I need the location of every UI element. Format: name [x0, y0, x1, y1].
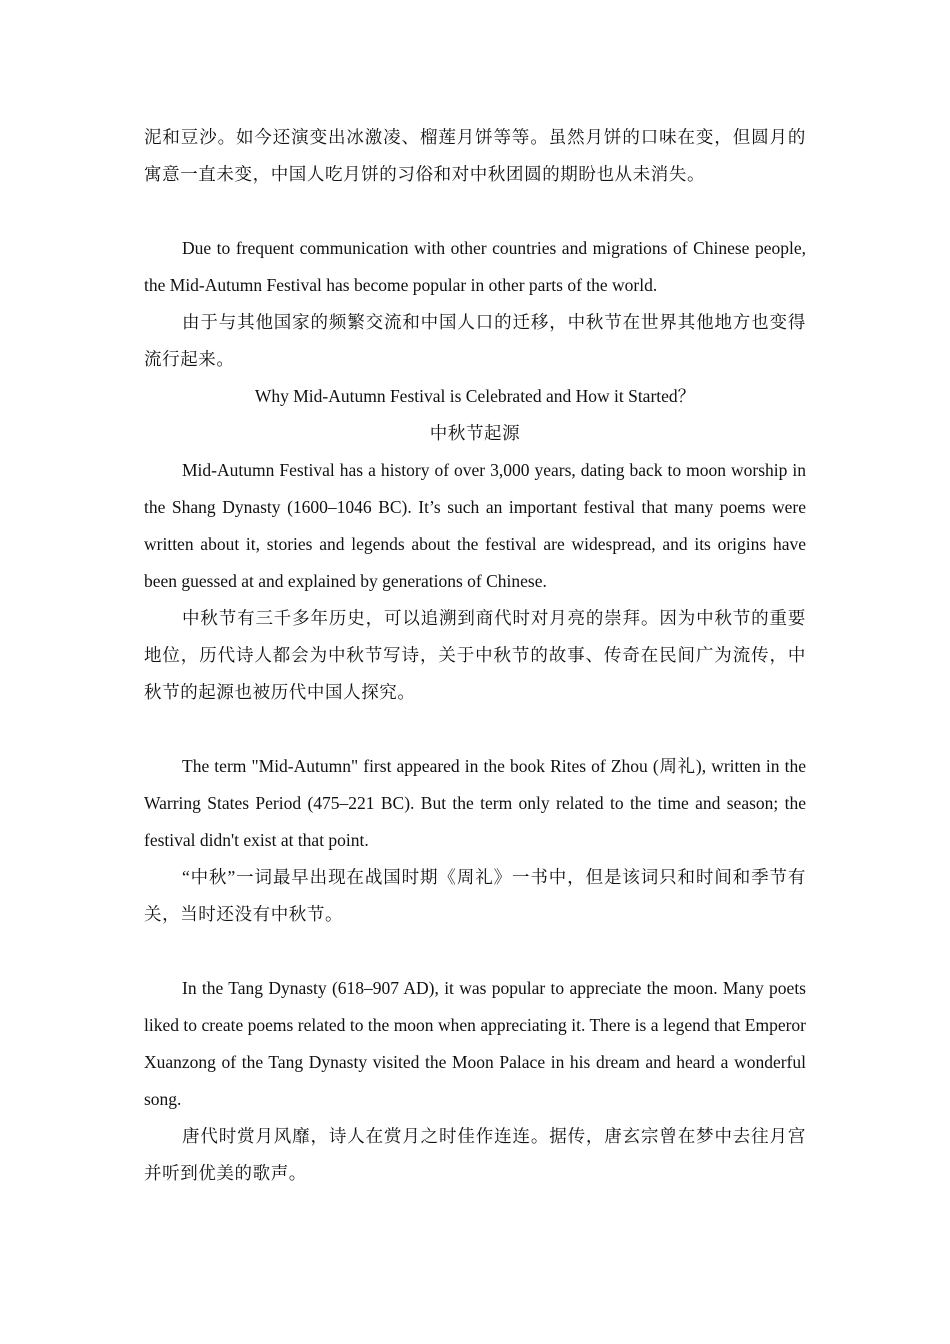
- paragraph-history-en: Mid-Autumn Festival has a history of over 3,000 years, dating back to moon worship in the Shang Dynasty (1600–1046 BC). It’s such an important festival that many poems were written about it, stories and legends about the festival are widespread, and its origins have been guessed at and explained by generations of Chinese.: [144, 460, 806, 591]
- paragraph-tang-dynasty-en: In the Tang Dynasty (618–907 AD), it was popular to appreciate the moon. Many poets liked to create poems related to the moon when appreciating it. There is a legend that Emperor Xuanzong of the Tang Dynasty visited the Moon Palace in his dream and heard a wonderful song.: [144, 978, 806, 1109]
- document-page: [144, 119, 806, 1192]
- paragraph-spread-en: Due to frequent communication with other countries and migrations of Chinese people, the Mid-Autumn Festival has become popular in other parts of the world.: [144, 238, 806, 295]
- paragraph-tang-dynasty-zh: 唐代时赏月风靡，诗人在赏月之时佳作连连。据传，唐玄宗曾在梦中去往月宫并听到优美的歌声。: [144, 1126, 806, 1183]
- paragraph-rites-of-zhou-zh: “中秋”一词最早出现在战国时期《周礼》一书中，但是该词只和时间和季节有关，当时还没有中秋节。: [144, 867, 806, 924]
- paragraph-history-zh: 中秋节有三千多年历史，可以追溯到商代时对月亮的崇拜。因为中秋节的重要地位，历代诗人都会为中秋节写诗，关于中秋节的故事、传奇在民间广为流传，中秋节的起源也被历代中国人探究。: [144, 608, 806, 702]
- paragraph-rites-of-zhou-en: The term "Mid-Autumn" first appeared in the book Rites of Zhou (周礼), written in the Warring States Period (475–221 BC). But the term only related to the time and season; the festival didn't exist at that point.: [144, 756, 806, 850]
- blank-line: [144, 711, 806, 748]
- paragraph-spread-zh: 由于与其他国家的频繁交流和中国人口的迁移，中秋节在世界其他地方也变得流行起来。: [144, 312, 806, 369]
- blank-line: [144, 193, 806, 230]
- section-heading-en: Why Mid-Autumn Festival is Celebrated and How it Started？: [254, 386, 696, 406]
- blank-line: [144, 933, 806, 970]
- paragraph-moon-cake-flavors-zh: 泥和豆沙。如今还演变出冰激凌、榴莲月饼等等。虽然月饼的口味在变，但圆月的寓意一直未变，中国人吃月饼的习俗和对中秋团圆的期盼也从未消失。: [144, 127, 806, 184]
- section-heading-zh: 中秋节起源: [429, 423, 521, 443]
